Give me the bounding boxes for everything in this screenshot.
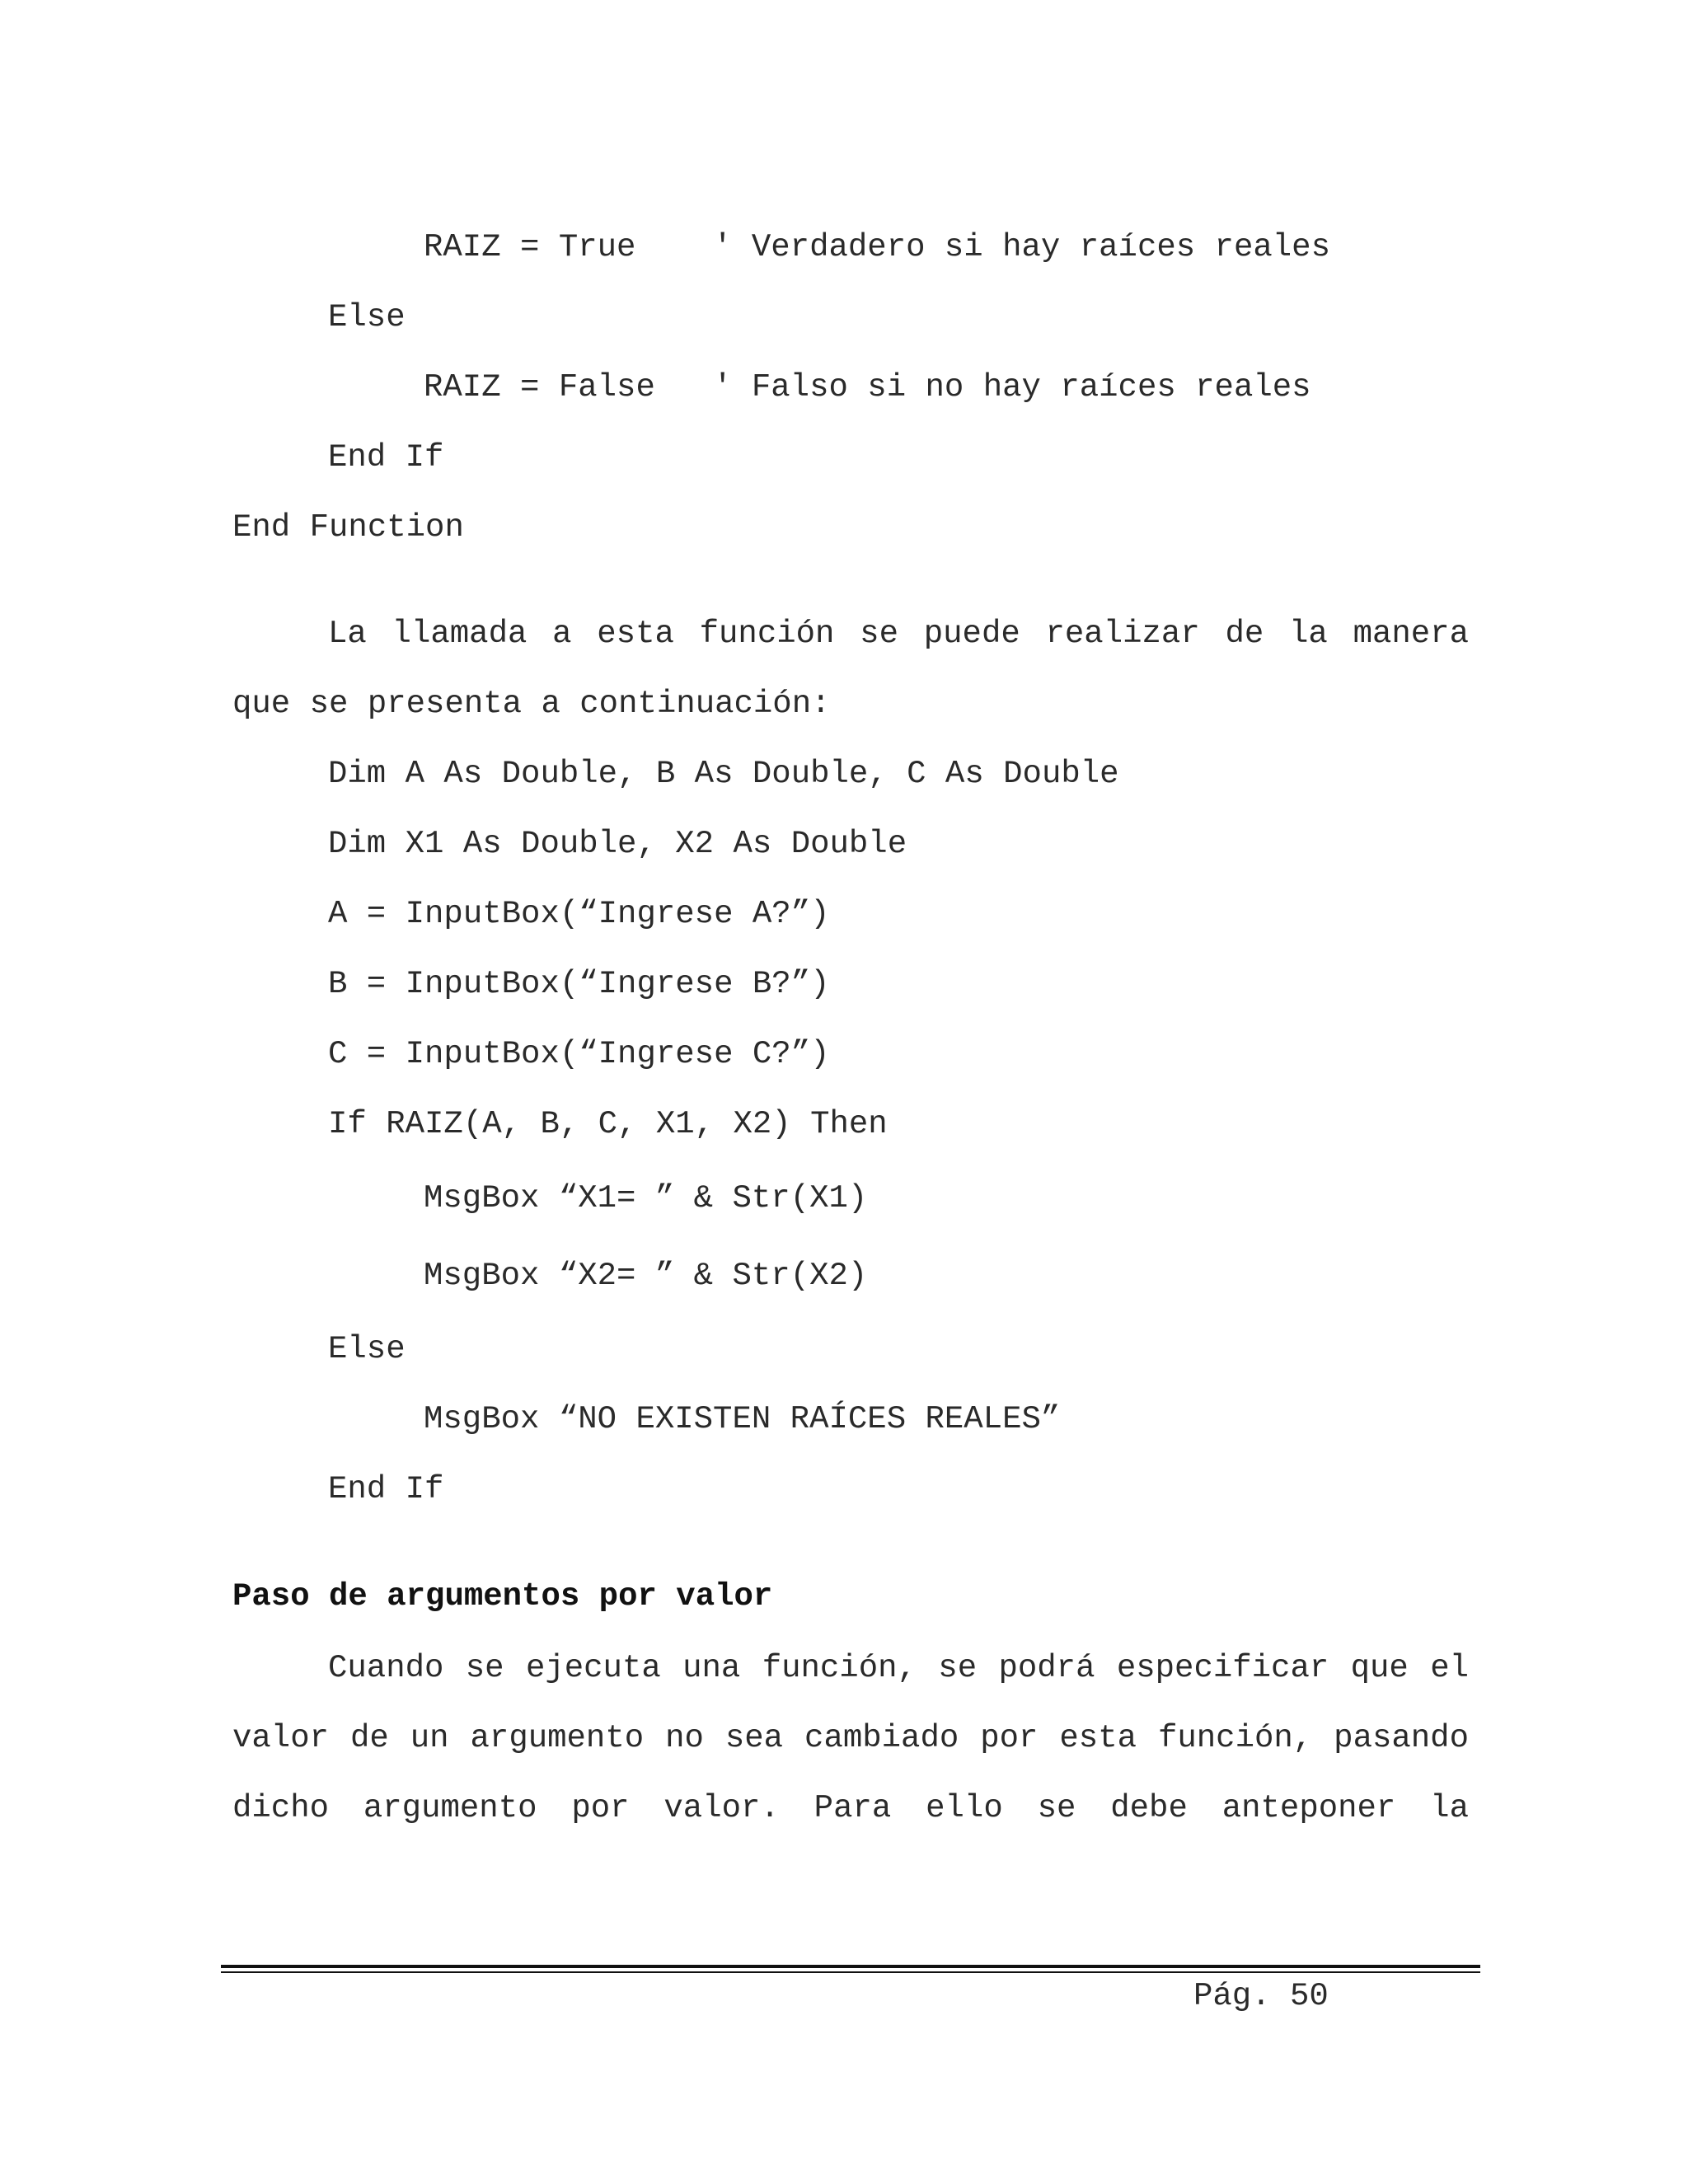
- section-heading: Paso de argumentos por valor: [232, 1578, 773, 1615]
- code-line-input-b: B = InputBox(“Ingrese B?”): [328, 966, 830, 1002]
- code-line-end-if: End If: [328, 439, 444, 476]
- code-line-input-c: C = InputBox(“Ingrese C?”): [328, 1036, 830, 1072]
- code-line-msgbox-x2: MsgBox “X2= ” & Str(X2): [424, 1258, 868, 1294]
- code-line-msgbox-x1: MsgBox “X1= ” & Str(X1): [424, 1180, 868, 1216]
- code-line-raiz-false: RAIZ = False ' Falso si no hay raíces reales: [424, 369, 1311, 405]
- intro-paragraph-line-1: La llamada a esta función se puede realizar de la manera: [328, 616, 1469, 652]
- code-line-end-if-2: End If: [328, 1471, 444, 1507]
- footer-rule-bottom: [221, 1971, 1480, 1973]
- section-paragraph-line-3: dicho argumento por valor. Para ello se debe anteponer la: [232, 1790, 1469, 1826]
- code-line-dim-abc: Dim A As Double, B As Double, C As Double: [328, 756, 1119, 792]
- code-line-input-a: A = InputBox(“Ingrese A?”): [328, 896, 830, 932]
- intro-paragraph-line-2: que se presenta a continuación:: [232, 686, 831, 722]
- code-line-end-function: End Function: [232, 509, 464, 546]
- page-number: Pág. 50: [1193, 1978, 1329, 2014]
- code-line-else-2: Else: [328, 1331, 406, 1367]
- code-line-else: Else: [328, 299, 406, 335]
- code-line-dim-x1x2: Dim X1 As Double, X2 As Double: [328, 826, 907, 862]
- footer-rule-top: [221, 1965, 1480, 1968]
- section-paragraph-line-2: valor de un argumento no sea cambiado por esta función, pasando: [232, 1720, 1469, 1756]
- code-line-raiz-true: RAIZ = True ' Verdadero si hay raíces reales: [424, 229, 1330, 265]
- section-paragraph-line-1: Cuando se ejecuta una función, se podrá especificar que el: [328, 1650, 1469, 1686]
- code-line-if-raiz: If RAIZ(A, B, C, X1, X2) Then: [328, 1106, 888, 1142]
- code-line-msgbox-no-roots: MsgBox “NO EXISTEN RAÍCES REALES”: [424, 1401, 1061, 1437]
